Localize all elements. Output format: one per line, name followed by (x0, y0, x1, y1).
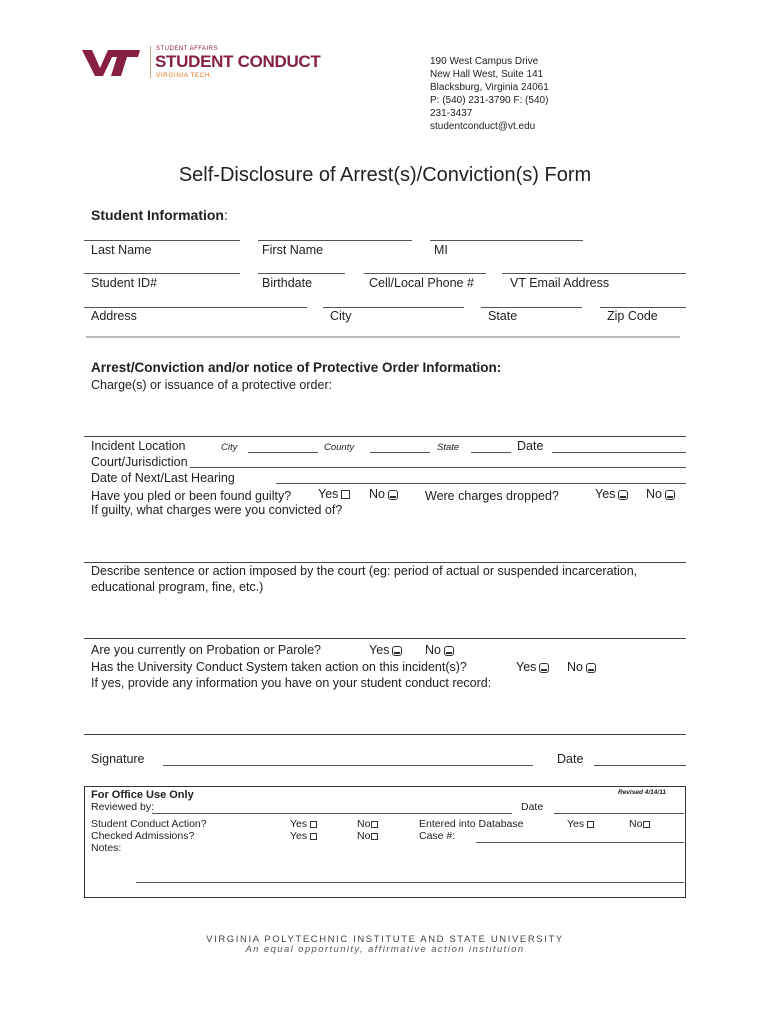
email-label: VT Email Address (510, 276, 610, 290)
conduct-action-yes[interactable] (290, 818, 317, 830)
mi-label: MI (434, 243, 448, 257)
conduct-action-no-checkbox[interactable] (371, 821, 378, 828)
incident-city-field[interactable] (248, 452, 318, 453)
mi-field[interactable] (430, 240, 583, 241)
city-field[interactable] (323, 307, 464, 308)
charges-dropped-label: Were charges dropped? (425, 489, 559, 503)
birthdate-label: Birthdate (262, 276, 313, 290)
reviewed-by-field[interactable] (152, 813, 512, 814)
sentence-label-2: educational program, fine, etc.) (91, 580, 264, 594)
conduct-no-option[interactable] (567, 660, 596, 674)
logo-sub-text: VIRGINIA TECH. (156, 72, 213, 79)
notes-field[interactable] (136, 882, 684, 883)
admissions-yes-label: Yes (290, 830, 308, 842)
conduct-yes-label: Yes (516, 660, 537, 674)
checked-admissions-label: Checked Admissions? (91, 830, 195, 842)
dropped-yes-label: Yes (595, 487, 616, 501)
pled-no-checkbox[interactable] (388, 490, 398, 500)
sentence-label-1: Describe sentence or action imposed by the court (eg: period of actual or suspended incarceration, (91, 564, 638, 578)
conduct-no-label: No (567, 660, 583, 674)
state-field[interactable] (481, 307, 582, 308)
pled-yes-label: Yes (318, 487, 339, 501)
address-line: Blacksburg, Virginia 24061 (430, 82, 549, 93)
charges-field[interactable] (84, 436, 686, 437)
conduct-yes-option[interactable] (516, 660, 549, 674)
incident-date-label: Date (517, 439, 544, 453)
probation-no-option[interactable] (425, 643, 454, 657)
entered-db-no-label: No (629, 818, 643, 830)
first-name-field[interactable] (258, 240, 412, 241)
office-address (430, 55, 549, 133)
admissions-no[interactable] (357, 830, 378, 842)
conduct-yes-checkbox[interactable] (539, 663, 549, 673)
admissions-no-checkbox[interactable] (371, 833, 378, 840)
probation-no-checkbox[interactable] (444, 646, 454, 656)
probation-label: Are you currently on Probation or Parole? (91, 643, 321, 657)
admissions-yes[interactable] (290, 830, 317, 842)
office-date-label: Date (521, 801, 544, 813)
dropped-no-label: No (646, 487, 662, 501)
city-label: City (330, 309, 352, 323)
entered-db-yes-checkbox[interactable] (587, 821, 594, 828)
conduct-no-checkbox[interactable] (586, 663, 596, 673)
last-name-field[interactable] (84, 240, 240, 241)
state-label: State (488, 309, 518, 323)
incident-county-label: County (324, 442, 355, 453)
dropped-no-option[interactable] (646, 487, 675, 501)
phone-field[interactable] (364, 273, 486, 274)
probation-yes-checkbox[interactable] (392, 646, 402, 656)
conduct-action-yes-checkbox[interactable] (310, 821, 317, 828)
phone-label: Cell/Local Phone # (369, 276, 474, 290)
logo-main-text: STUDENT CONDUCT (155, 52, 321, 71)
conduct-record-field[interactable] (84, 734, 686, 735)
conduct-record-label: If yes, provide any information you have on your student conduct record: (91, 676, 492, 690)
revised-date: Revised 4/14/11 (618, 789, 666, 796)
email-field[interactable] (502, 273, 686, 274)
notes-label: Notes: (91, 842, 122, 854)
zip-label: Zip Code (607, 309, 658, 323)
court-field[interactable] (190, 467, 686, 468)
court-label: Court/Jurisdiction (91, 455, 188, 469)
admissions-yes-checkbox[interactable] (310, 833, 317, 840)
signature-date-field[interactable] (594, 765, 686, 766)
university-tagline: An equal opportunity, affirmative action institution (245, 944, 525, 955)
entered-db-label: Entered into Database (419, 818, 524, 830)
student-info-heading-text: Student Information (91, 207, 224, 223)
incident-state-label: State (437, 442, 460, 453)
entered-db-no[interactable] (629, 818, 650, 830)
pled-yes-checkbox[interactable] (341, 490, 350, 499)
student-id-label: Student ID# (91, 276, 158, 290)
student-id-field[interactable] (84, 273, 240, 274)
signature-field[interactable] (163, 765, 533, 766)
signature-date-label: Date (557, 752, 584, 766)
incident-state-field[interactable] (471, 452, 511, 453)
entered-db-yes[interactable] (567, 818, 594, 830)
pled-no-label: No (369, 487, 385, 501)
address-field[interactable] (84, 307, 307, 308)
student-info-heading (91, 207, 228, 223)
office-date-field[interactable] (554, 813, 684, 814)
conduct-action-no-label: No (357, 818, 371, 830)
address-label: Address (91, 309, 137, 323)
sentence-field[interactable] (84, 638, 686, 639)
logo-divider (150, 46, 151, 78)
pled-guilty-label: Have you pled or been found guilty? (91, 489, 292, 503)
incident-location-label: Incident Location (91, 439, 186, 453)
case-number-label: Case #: (419, 830, 456, 842)
next-hearing-label: Date of Next/Last Hearing (91, 471, 235, 485)
entered-db-yes-label: Yes (567, 818, 585, 830)
incident-city-label: City (221, 442, 238, 453)
office-use-heading: For Office Use Only (91, 789, 194, 801)
address-line: P: (540) 231-3790 F: (540) (430, 95, 549, 106)
pled-no-option[interactable] (369, 487, 398, 501)
dropped-yes-checkbox[interactable] (618, 490, 628, 500)
probation-no-label: No (425, 643, 441, 657)
pled-yes-option[interactable] (318, 487, 350, 501)
logo-top-text: STUDENT AFFAIRS (156, 46, 219, 52)
signature-label: Signature (91, 752, 145, 766)
probation-yes-label: Yes (369, 643, 390, 657)
first-name-label: First Name (262, 243, 324, 257)
address-line: studentconduct@vt.edu (430, 121, 536, 132)
incident-county-field[interactable] (370, 452, 430, 453)
last-name-label: Last Name (91, 243, 152, 257)
case-number-field[interactable] (476, 842, 684, 843)
if-guilty-label: If guilty, what charges were you convicted of? (91, 503, 343, 517)
conduct-action-no[interactable] (357, 818, 378, 830)
birthdate-field[interactable] (258, 273, 345, 274)
charges-label: Charge(s) or issuance of a protective order: (91, 378, 333, 392)
university-name: VIRGINIA POLYTECHNIC INSTITUTE AND STATE UNIVERSITY (206, 934, 564, 945)
student-info-colon: : (224, 207, 228, 223)
arrest-heading: Arrest/Conviction and/or notice of Protective Order Information: (91, 360, 502, 375)
zip-field[interactable] (600, 307, 686, 308)
probation-yes-option[interactable] (369, 643, 402, 657)
next-hearing-field[interactable] (276, 483, 686, 484)
convicted-charges-field[interactable] (84, 562, 686, 563)
dropped-no-checkbox[interactable] (665, 490, 675, 500)
address-line: 190 West Campus Drive (430, 56, 539, 67)
address-line: 231-3437 (430, 108, 473, 119)
form-title: Self-Disclosure of Arrest(s)/Conviction(s) Form (178, 164, 592, 186)
dropped-yes-option[interactable] (595, 487, 628, 501)
reviewed-by-label: Reviewed by: (91, 801, 155, 813)
conduct-system-label: Has the University Conduct System taken action on this incident(s)? (91, 660, 467, 674)
conduct-action-yes-label: Yes (290, 818, 308, 830)
admissions-no-label: No (357, 830, 371, 842)
vt-logo-icon (80, 48, 142, 78)
conduct-action-label: Student Conduct Action? (91, 818, 207, 830)
entered-db-no-checkbox[interactable] (643, 821, 650, 828)
incident-date-field[interactable] (552, 452, 686, 453)
section-divider (86, 336, 680, 338)
address-line: New Hall West, Suite 141 (430, 69, 544, 80)
